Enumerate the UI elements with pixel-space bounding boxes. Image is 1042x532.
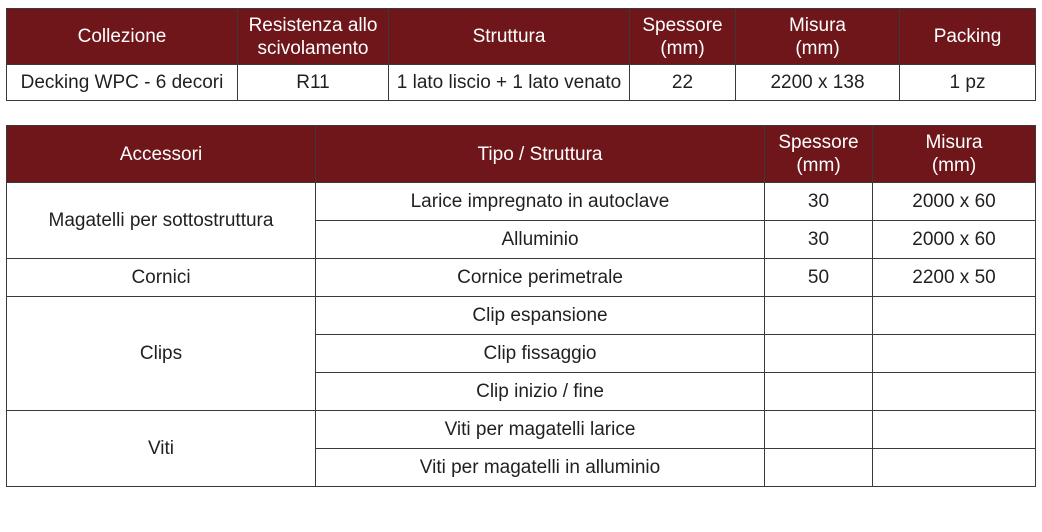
cell-spessore: 22 <box>630 65 736 101</box>
cell-packing: 1 pz <box>900 65 1036 101</box>
cell-misura: 2200 x 50 <box>873 259 1036 297</box>
table-row <box>7 259 1036 297</box>
cell-spessore <box>765 449 873 487</box>
cell-collezione: Decking WPC - 6 decori <box>7 65 238 101</box>
cell-spessore <box>765 297 873 335</box>
cell-misura <box>873 335 1036 373</box>
header-struttura: Struttura <box>389 9 630 65</box>
table-row <box>7 65 1036 101</box>
cell-tipo: Viti per magatelli in alluminio <box>316 449 765 487</box>
header-resistenza: Resistenza allo scivolamento <box>238 9 389 65</box>
collection-table <box>6 8 1036 101</box>
cell-misura <box>873 373 1036 411</box>
header-accessori: Accessori <box>7 126 316 183</box>
cell-misura <box>873 297 1036 335</box>
cell-tipo: Clip espansione <box>316 297 765 335</box>
cell-resistenza: R11 <box>238 65 389 101</box>
cell-spessore: 50 <box>765 259 873 297</box>
header-spessore: Spessore (mm) <box>630 9 736 65</box>
header-spessore: Spessore (mm) <box>765 126 873 183</box>
cell-spessore: 30 <box>765 221 873 259</box>
cell-tipo: Larice impregnato in autoclave <box>316 183 765 221</box>
cell-spessore <box>765 411 873 449</box>
table-row <box>7 183 1036 221</box>
accessories-table <box>6 125 1036 487</box>
cell-spessore <box>765 373 873 411</box>
group-viti: Viti <box>7 411 316 487</box>
table-header-row <box>7 9 1036 65</box>
cell-tipo: Cornice perimetrale <box>316 259 765 297</box>
table-row <box>7 297 1036 335</box>
cell-spessore: 30 <box>765 183 873 221</box>
group-magatelli: Magatelli per sottostruttura <box>7 183 316 259</box>
cell-misura: 2000 x 60 <box>873 221 1036 259</box>
group-cornici: Cornici <box>7 259 316 297</box>
header-packing: Packing <box>900 9 1036 65</box>
header-misura: Misura (mm) <box>873 126 1036 183</box>
group-clips: Clips <box>7 297 316 411</box>
table-row <box>7 411 1036 449</box>
cell-misura: 2200 x 138 <box>736 65 900 101</box>
cell-tipo: Viti per magatelli larice <box>316 411 765 449</box>
cell-tipo: Clip inizio / fine <box>316 373 765 411</box>
header-tipo-struttura: Tipo / Struttura <box>316 126 765 183</box>
table-header-row <box>7 126 1036 183</box>
cell-tipo: Alluminio <box>316 221 765 259</box>
cell-misura: 2000 x 60 <box>873 183 1036 221</box>
cell-struttura: 1 lato liscio + 1 lato venato <box>389 65 630 101</box>
header-misura: Misura (mm) <box>736 9 900 65</box>
cell-tipo: Clip fissaggio <box>316 335 765 373</box>
cell-spessore <box>765 335 873 373</box>
cell-misura <box>873 411 1036 449</box>
cell-misura <box>873 449 1036 487</box>
header-collezione: Collezione <box>7 9 238 65</box>
